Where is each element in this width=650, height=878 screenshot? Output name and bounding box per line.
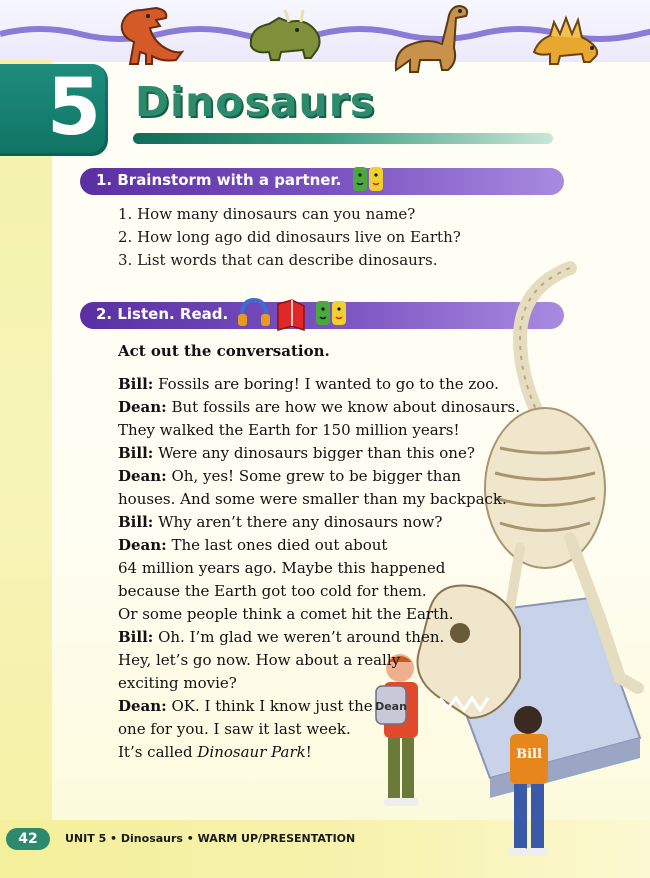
movie-title: Dinosaur Park [197, 743, 306, 761]
dialogue-text-segment: It’s called [118, 743, 198, 761]
dialogue-line [118, 465, 518, 488]
faces-icon [351, 165, 385, 193]
dialogue-line [118, 741, 518, 764]
trex-dinosaur-icon [112, 2, 184, 68]
dialogue-text-segment: Or some people think a comet hit the Earth. [118, 605, 454, 623]
dialogue-text-segment: Why aren’t there any dinosaurs now? [153, 513, 443, 531]
dialogue-text-segment: exciting movie? [118, 674, 237, 692]
section-2-heading: 2. Listen. Read. [96, 305, 229, 323]
page-title: Dinosaurs [135, 78, 376, 126]
speaker-name: Dean: [118, 398, 167, 416]
dialogue-text-segment: houses. And some were smaller than my backpack. [118, 490, 507, 508]
dialogue-text-segment: one for you. I saw it last week. [118, 720, 351, 738]
shirt-label: Bill [516, 747, 542, 762]
brachiosaurus-dinosaur-icon [388, 0, 476, 76]
footer-unit-label: UNIT 5 • Dinosaurs • WARM UP/PRESENTATION [65, 832, 356, 845]
dialogue-line [118, 603, 518, 626]
list-item: 2. How long ago did dinosaurs live on Earth? [118, 228, 461, 246]
speaker-name: Dean: [118, 697, 167, 715]
page-number: 42 [18, 831, 38, 847]
unit-number: 5 [46, 63, 102, 153]
dialogue-line [118, 419, 518, 442]
triceratops-dinosaur-icon [245, 8, 325, 66]
title-underline [133, 133, 553, 144]
dialogue-text-segment: OK. I think I know just the [166, 697, 373, 715]
dialogue-text-segment: Hey, let’s go now. How about a really [118, 651, 401, 669]
dialogue-line [118, 580, 518, 603]
book-icon [274, 296, 308, 332]
section-1-heading-bar [80, 168, 564, 195]
dialogue-line [118, 672, 518, 695]
dialogue-line [118, 718, 518, 741]
speaker-name: Bill: [118, 444, 154, 462]
dialogue-text-segment: ! [305, 743, 312, 761]
faces-icon [314, 299, 348, 327]
dialogue-text-segment: The last ones died out about [166, 536, 388, 554]
speaker-name: Bill: [118, 628, 154, 646]
dialogue-line [118, 488, 518, 511]
dialogue-text-segment: because the Earth got too cold for them. [118, 582, 427, 600]
speaker-name: Dean: [118, 467, 167, 485]
dialogue-text-segment: They walked the Earth for 150 million years! [118, 421, 460, 439]
dialogue-line [118, 557, 518, 580]
list-item: 3. List words that can describe dinosaurs. [118, 251, 438, 269]
dialogue-line [118, 511, 518, 534]
dialogue-line [118, 373, 518, 396]
headphones-icon [236, 294, 272, 330]
dialogue-text-segment: Were any dinosaurs bigger than this one? [153, 444, 475, 462]
dialogue-text [118, 373, 518, 764]
left-margin-band [0, 60, 52, 878]
speaker-name: Dean: [118, 536, 167, 554]
backpack-label: Dean [375, 700, 407, 713]
dialogue-text-segment: But fossils are how we know about dinosaurs. [166, 398, 520, 416]
section-1-heading: 1. Brainstorm with a partner. [96, 171, 342, 189]
speaker-name: Bill: [118, 375, 154, 393]
stegosaurus-dinosaur-icon [530, 6, 602, 68]
dialogue-line [118, 442, 518, 465]
dialogue-text-segment: 64 million years ago. Maybe this happened [118, 559, 446, 577]
dialogue-line [118, 695, 518, 718]
dialogue-line [118, 396, 518, 419]
dialogue-text-segment: Oh. I’m glad we weren’t around then. [153, 628, 445, 646]
dialogue-line [118, 626, 518, 649]
dialogue-text-segment: Fossils are boring! I wanted to go to the zoo. [153, 375, 499, 393]
list-item: 1. How many dinosaurs can you name? [118, 205, 416, 223]
dialogue-line [118, 534, 518, 557]
speaker-name: Bill: [118, 513, 154, 531]
dialogue-text-segment: Oh, yes! Some grew to be bigger than [166, 467, 462, 485]
dialogue-line [118, 649, 518, 672]
instruction-text: Act out the conversation. [118, 342, 330, 360]
